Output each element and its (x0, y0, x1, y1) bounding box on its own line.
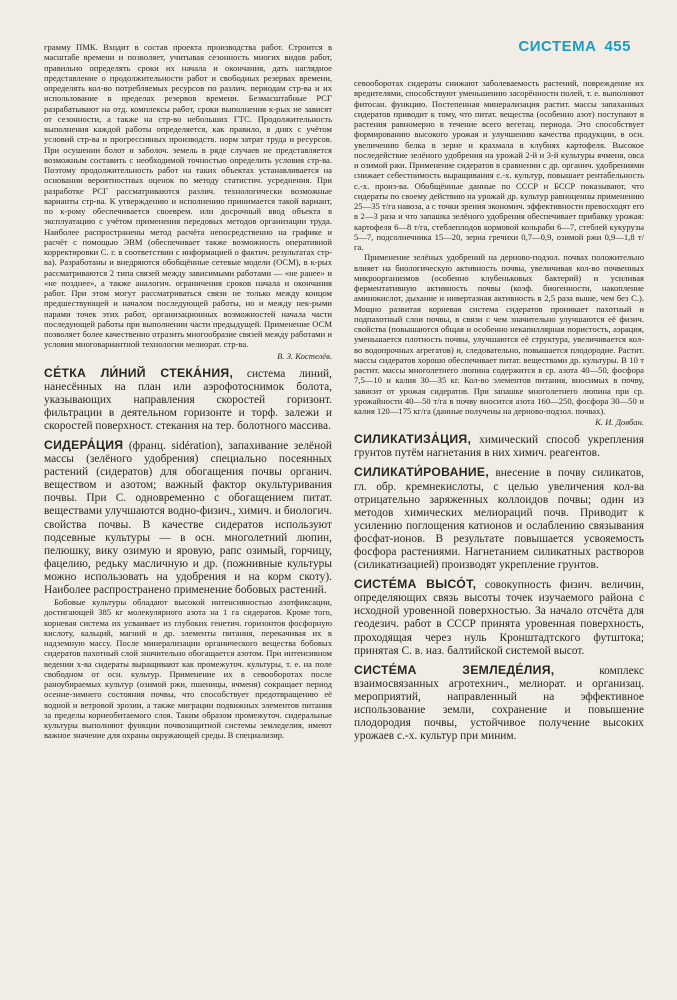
entry-sideratsiya (44, 439, 332, 597)
author-signature: В. З. Костелёв. (277, 350, 332, 361)
entry-definition: комплекс взаимосвязанных агротехнич., мелиорат. и организац. мероприятий, направленный на эффективное использование земли, сохранение и повышение плодородия почвы, устойчивое получение высоких урожаев с.-х. культур при миним. (354, 664, 644, 743)
paragraph-rsg-continued: грамму ПМК. Входит в состав проекта производства работ. Строится в масштабе времени и позволяет, учитывая сезонность многих видов работ, правильно определять сроки их начала и окончания, дать наглядное представление о продолжительности работ и свободных резервах времени, определять кол-во потребляемых ресурсов по различ. периодам стр-ва и их использование в пределах резервов времени. Безмасштабные РСГ разрабатывают на отд. комплексы работ, сроки выполнения к-рых не зависят от сезонности, а также на стр-во небольших ГТС. Продолжительность выполнения каждой работы определяется, как правило, в днях с учётом условий стр-ва и прогрессивных производств. норм затрат труда и ресурсов. При осушении болот и заболоч. земель в ряде случаев не представляется возможным составить с необходимой точностью определить условия стр-ва. Поэтому продолжительность работ на таких объектах устанавливается на основании вероятностных оценок по методу статистич. усреднения. При разработке РСГ рассматриваются различ. технологически возможные варианты стр-ва. К утверждению и исполнению принимается такой вариант, по к-рому обеспечивается своеврем. или досрочный ввод объекта в эксплуатацию с учётом применения передовых методов организации труда. Наиболее распространены метод расчёта непосредственно на графике и расчёт с помощью ЭВМ (обеспечивает также возможность оперативной корректировки С. г. в соответствии с информацией о фактич. результатах стр-ва). Разработаны и внедряются обобщённые сетевые модели (ОСМ), в к-рых рассматриваются 2 типа связей между зависимыми работами — «не ранее» и «не позднее», а также аналогич. ограничения сроков начала и окончания работ. При этом могут рассматриваться связи не только между концом предшествующей и началом последующей работы, но и между нек-рыми парами точек этих работ, организационных возможностей начала части последующей работы при выполнении части предыдущей. Применение ОСМ позволяет более качественно отразить многообразие связей между работами и условия многовариантной технологии мелиорат. стр-ва. (44, 42, 332, 350)
paragraph-zelenye-udobreniya: Применение зелёных удобрений на дерново-подзол. почвах положительно влияет на биологическую активность почвы, увеличивая кол-во почвенных микроорганизмов (особенно клубеньковых бактерий) и усиливая ферментативную активность почвы (коэф. биогенности, накопление аминокислот, дыхание и инвертазная активность в 2,5 раза выше, чем без С.). Мощно развитая корневая система сидератов проникает пахотный и подпахотный слои почвы, в связи с чем значительно улучшаются её физич. свойства (повышаются общая и особенно некапиллярная пористость, аэрация, уменьшается плотность почвы, улучшаются её структура, увеличивается кол-во водопрочных агрегатов) и, следовательно, повышается плодородие. Растит. массы сидератов хорошо обеспечивает питат. веществами др. культуры. В 10 т растит. массы многолетнего люпина содержится в ср. азота 40—50, фосфора 7,5—10 и калия 30—35 кг. Кол-во элементов питания, вносимых в почву, зависит от урожая сидератов. При запашке многолетнего люпина при ср. урожайности 40—50 т/га в почву вносится азота 160—250, фосфора 30—50 и калия 120—175 кг/га (данные получены на дерново-подзол. почвах). (354, 252, 644, 416)
entry-sistema-vysot (354, 578, 644, 658)
entry-sistema-zemledeliya (354, 664, 644, 744)
entry-term: СИЛИКАТИЗА́ЦИЯ, (354, 432, 472, 447)
entry-term: СИСТЕ́МА ВЫСО́Т, (354, 577, 477, 592)
entry-setka-linii-stekaniya (44, 367, 332, 433)
entry-silikatirovanie (354, 466, 644, 572)
entry-term: СИДЕРА́ЦИЯ (44, 437, 124, 452)
page-number: 455 (604, 38, 631, 55)
entry-definition: внесение в почву силикатов, гл. обр. кремнекислоты, с целью увеличения кол-ва отрицательно заряженных коллоидов почвы; один из методов химических мелиораций почв. Приводит к усилению поглощения катионов и ослаблению связывания фосфат-ионов. В результате повышается усвояемость фосфора растениями. Нагнетанием силикатных растворов (силикатизацией) производят укрепление грунтов. (354, 467, 644, 572)
entry-term: СЕ́ТКА ЛИ́НИЙ СТЕКА́НИЯ, (44, 365, 234, 380)
paragraph-sevooboroty: севооборотах сидераты снижают заболеваемость растений, повреждение их вредителями, способствуют уменьшению засорённости полей, т. е. выполняют фитосан. функцию. Постепенная минерализация растит. массы запаханных сидератов приводит к тому, что питат. вещества (особенно азот) поступают в растения равномерно в течение всего вегетац. периода. Это способствует формированию высокого урожая и улучшению качества продукции, в осн. увеличению белка в зерне и крахмала в клубнях картофеля. Высокое последействие зелёного удобрения на урожай 2-й и 3-й культуры ячменя, овса и озимой ржи. Применение сидератов в сравнении с др. органич. удобрениями снижает себестоимость выращивания с.-х. культур, повышает рентабельность с.-х. произ-ва. Обобщённые данные по СССР и БССР показывают, что сидераты по своему действию на урожай др. культур равноценны применению 25—35 т/га навоза, а с точки зрения экономич. эффективности превосходят его в 2—3 раза и что запашка зелёного удобрения обеспечивает прибавку урожая: картофеля 6—8 т/га, стеблеплодов кормовой кольраби 6—7, стеблей кукурузы 5—7, подсолнечника 15—20, зерна гречихи 0,7—0,9, озимой ржи 0,9—1,8 т/га. (354, 78, 644, 252)
left-column (44, 42, 332, 741)
entry-definition: совокупность физич. величин, определяющих связь высоты точек изучаемого района с исходной уровенной поверхностью. За начало отсчёта для геодезич. работ в СССР принята уровенная поверхность, проходящая через нуль Кронштадтского футштока; принятая С. в. наз. балтийской системой высот. (354, 579, 644, 657)
entry-term: СИЛИКАТИ́РОВАНИЕ, (354, 465, 490, 480)
entry-definition: система линий, нанесённых на план или аэрофотоснимок болота, указывающих направления скоростей горизонт. фильтрации в деятельном горизонте и торф. залежи и скоростей поверхност. стекания на тер. болотного массива. (44, 367, 332, 432)
running-title: СИСТЕМА (518, 38, 597, 55)
entry-term: СИСТЕ́МА ЗЕМЛЕДЕ́ЛИЯ, (354, 662, 555, 677)
entry-definition: (франц. sidération), запахивание зелёной массы (зелёного удобрения) специально посеянных растений (сидератов) для обогащения почвы органич. веществом и азотом; важный фактор окультуривания почвы. При С. одновременно с обогащением питат. веществами улучшаются водно-физич., химич. и биологич. свойства почвы. В качестве сидератов используют подсевные культуры — в осн. многолетний люпин, пелюшку, вику озимую и яровую, рапс озимый, горчицу, фацелию, редьку масличную и др. (пожнивные культуры можно использовать на удобрения и на корм скоту). Наиболее распространено применение бобовых растений. (44, 439, 332, 596)
entry-definition: химический способ укрепления грунтов путём нагнетания в них химич. реагентов. (354, 434, 644, 460)
author-signature: К. И. Довбан. (595, 417, 644, 428)
page-header (518, 38, 631, 55)
entry-silikatizatsiya (354, 433, 644, 460)
paragraph-bobovye-kultury: Бобовые культуры обладают высокой интенсивностью азотфиксации, достигающей 385 кг молекулярного азота на 1 га сидератов. Кроме того, корневая система их усваивает из глубоких генетич. горизонтов фосфорную кислоту, кальций, магний и др. элементы питания, перекачивая их в надземную массу. После минерализации органического вещества бобовых сидератов пахотный слой значительно обогащается азотом. При интенсивном ведении х-ва сидераты выращивают как промежуточ. культуры, т. е. на поле свободном от осн. культур. Применение их в севооборотах после раноубираемых культур (озимой ржи, пшеницы, ячменя) сокращает период осенне-зимнего состояния почвы, что способствует предотвращению её водной и ветровой эрозии, а также миграции подвижных элементов питания за пределы корнеобитаемого слоя. Таким образом промежуточ. сидеральные культуры выполняют функции почвозащитной системы земледелия, имеют важное значение для охраны окружающей среды. В специализир. (44, 597, 332, 741)
right-column (354, 78, 644, 743)
